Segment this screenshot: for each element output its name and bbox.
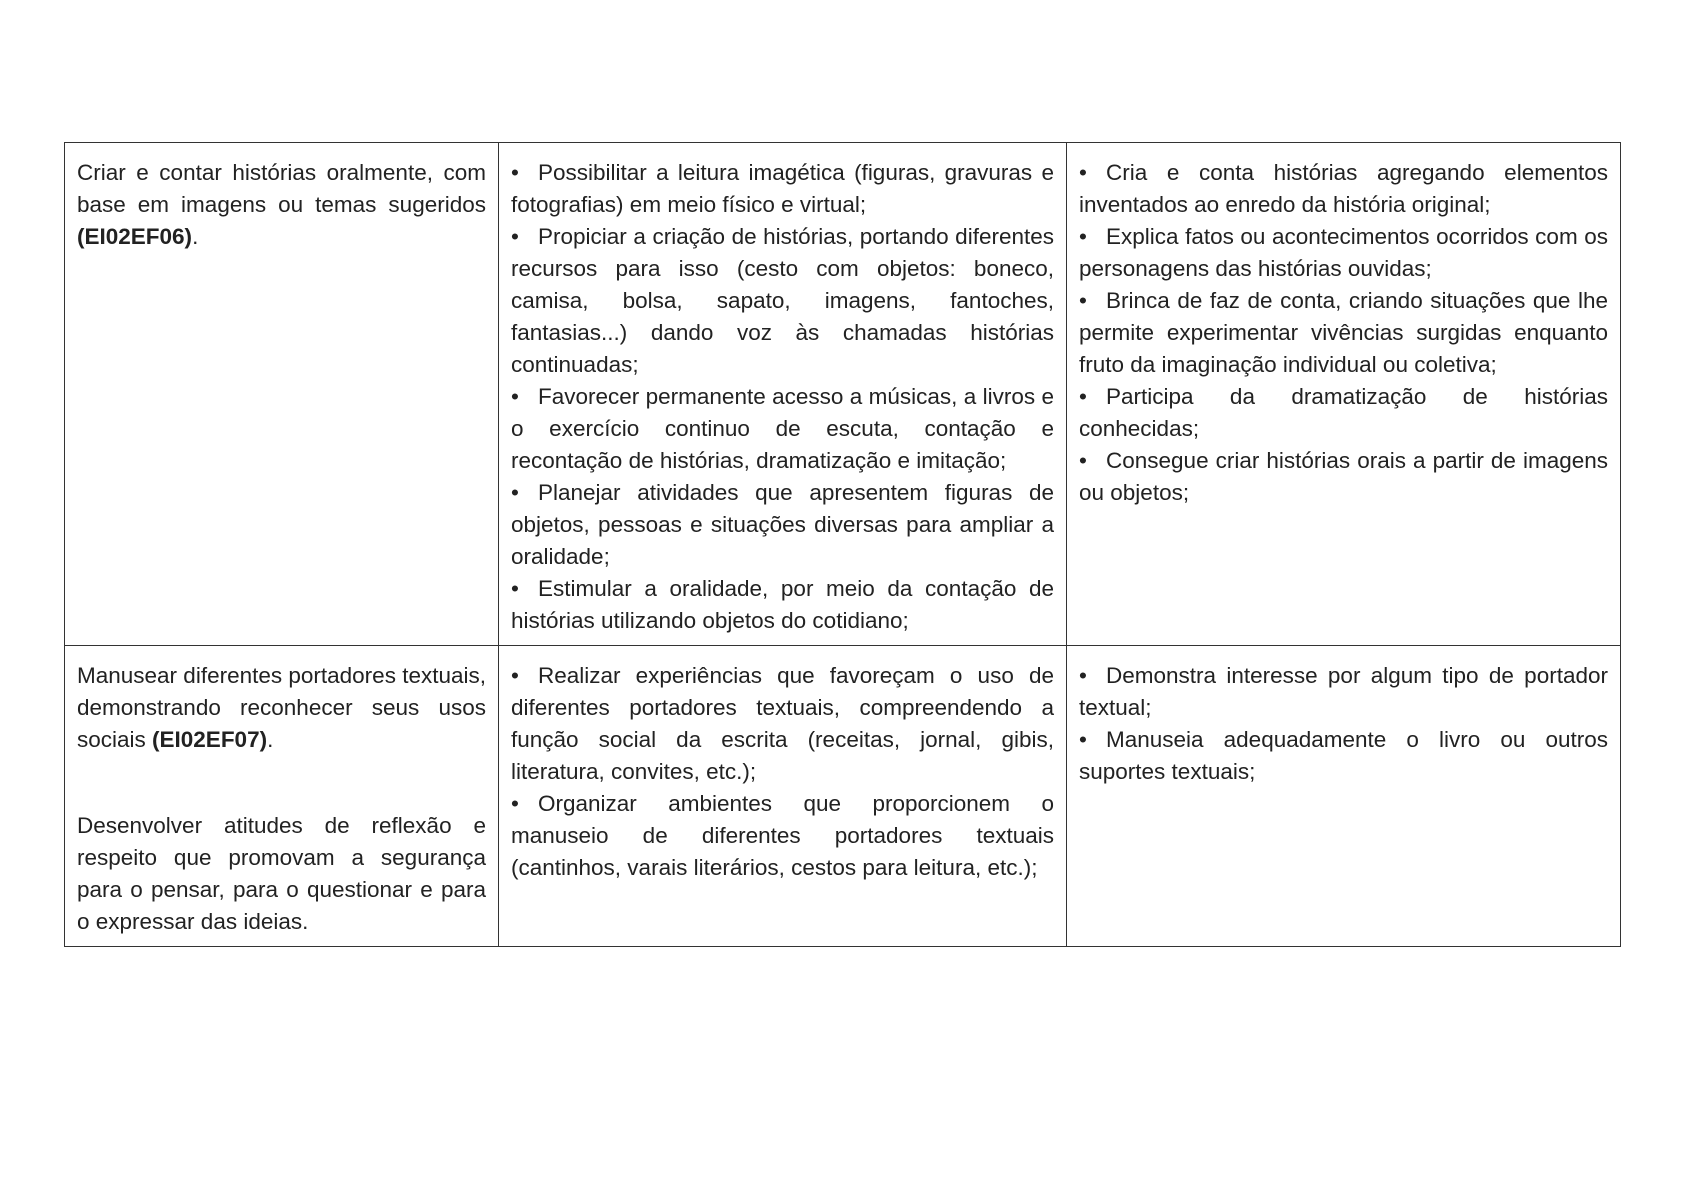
bullet-icon: • [1079, 160, 1087, 185]
list-item [1079, 724, 1608, 788]
bullet-icon: • [1079, 727, 1087, 752]
list-item [1079, 445, 1608, 509]
bullet-icon: • [511, 663, 519, 688]
list-item-text: Demonstra interesse por algum tipo de portador textual; [1079, 663, 1608, 720]
objective-extra-paragraph: Desenvolver atitudes de reflexão e respeito que promovam a segurança para o pensar, para o questionar e para o expressar das ideias. [77, 813, 486, 934]
list-item-text: Propiciar a criação de histórias, portando diferentes recursos para isso (cesto com objetos: boneco, camisa, bolsa, sapato, imagens, fantoches, fantasias...) dando voz às chamadas histórias continuadas; [511, 224, 1054, 377]
bullet-icon: • [511, 791, 519, 816]
bullet-icon: • [1079, 224, 1087, 249]
list-item [511, 157, 1054, 221]
list-item-text: Planejar atividades que apresentem figuras de objetos, pessoas e situações diversas para ampliar a oralidade; [511, 480, 1054, 569]
list-item-text: Cria e conta histórias agregando elementos inventados ao enredo da história original; [1079, 160, 1608, 217]
bullet-icon: • [511, 384, 519, 409]
bullet-icon: • [511, 576, 519, 601]
list-item-text: Manuseia adequadamente o livro ou outros suportes textuais; [1079, 727, 1608, 784]
bullet-icon: • [511, 160, 519, 185]
list-item-text: Organizar ambientes que proporcionem o manuseio de diferentes portadores textuais (cantinhos, varais literários, cestos para leitura, etc.); [511, 791, 1054, 880]
list-item [511, 573, 1054, 637]
list-item-text: Explica fatos ou acontecimentos ocorridos com os personagens das histórias ouvidas; [1079, 224, 1608, 281]
list-item [1079, 221, 1608, 285]
list-item [1079, 157, 1608, 221]
bullet-icon: • [1079, 448, 1087, 473]
list-item [511, 660, 1054, 788]
outcomes-cell [1067, 143, 1621, 646]
list-item [511, 788, 1054, 884]
objective-paragraph [77, 660, 486, 756]
list-item [1079, 660, 1608, 724]
objective-paragraph [77, 157, 486, 253]
bullet-icon: • [1079, 384, 1087, 409]
outcomes-cell [1067, 646, 1621, 947]
objective-text: Manusear diferentes portadores textuais, demonstrando reconhecer seus usos sociais [77, 663, 486, 752]
list-item-text: Possibilitar a leitura imagética (figuras, gravuras e fotografias) em meio físico e virtual; [511, 160, 1054, 217]
objective-suffix: . [267, 727, 274, 752]
list-item-text: Participa da dramatização de histórias conhecidas; [1079, 384, 1608, 441]
list-item-text: Consegue criar histórias orais a partir de imagens ou objetos; [1079, 448, 1608, 505]
list-item [511, 477, 1054, 573]
list-item [511, 381, 1054, 477]
bullet-icon: • [511, 224, 519, 249]
bullet-icon: • [1079, 288, 1087, 313]
bullet-icon: • [511, 480, 519, 505]
list-item-text: Brinca de faz de conta, criando situações que lhe permite experimentar vivências surgidas enquanto fruto da imaginação individual ou coletiva; [1079, 288, 1608, 377]
objective-suffix: . [192, 224, 199, 249]
strategies-cell [499, 646, 1067, 947]
list-item [1079, 381, 1608, 445]
table-row [65, 143, 1621, 646]
curriculum-table [64, 142, 1621, 947]
table-row [65, 646, 1621, 947]
list-item [511, 221, 1054, 381]
strategies-cell [499, 143, 1067, 646]
list-item-text: Realizar experiências que favoreçam o uso de diferentes portadores textuais, compreendendo a função social da escrita (receitas, jornal, gibis, literatura, convites, etc.); [511, 663, 1054, 784]
list-item-text: Favorecer permanente acesso a músicas, a livros e o exercício continuo de escuta, contação e recontação de histórias, dramatização e imitação; [511, 384, 1054, 473]
list-item [1079, 285, 1608, 381]
list-item-text: Estimular a oralidade, por meio da contação de histórias utilizando objetos do cotidiano; [511, 576, 1054, 633]
objective-code: (EI02EF06) [77, 224, 193, 249]
objective-cell [65, 646, 499, 947]
paragraph-spacer [77, 756, 486, 810]
bullet-icon: • [1079, 663, 1087, 688]
objective-text: Criar e contar histórias oralmente, com base em imagens ou temas sugeridos [77, 160, 486, 217]
objective-code: (EI02EF07) [152, 727, 268, 752]
objective-cell [65, 143, 499, 646]
